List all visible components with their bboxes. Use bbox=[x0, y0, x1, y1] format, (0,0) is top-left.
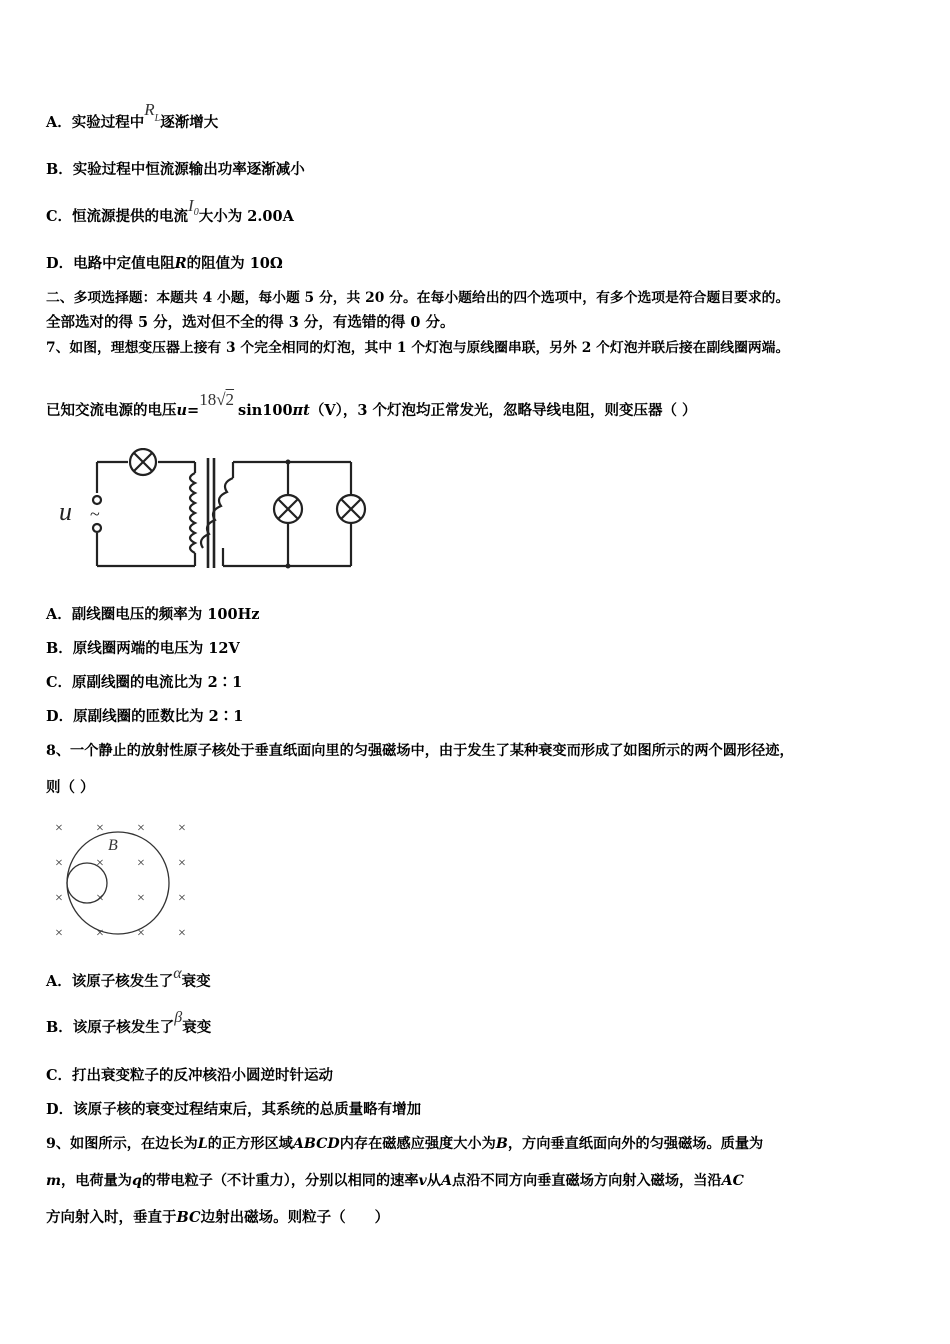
q8-option-a bbox=[46, 965, 211, 992]
field-cross-icon: × bbox=[96, 821, 104, 836]
junction-dot-top-icon bbox=[286, 460, 291, 465]
q7-option-b: B．原线圈两端的电压为 12V bbox=[46, 640, 240, 657]
q9-var-a: A bbox=[441, 1173, 453, 1189]
q6-option-a-subscript: L bbox=[154, 113, 161, 124]
field-cross-icon: × bbox=[55, 926, 63, 940]
q6-option-a bbox=[46, 100, 219, 135]
q7-figure-ac-symbol: ~ bbox=[90, 504, 100, 524]
q6-option-b: B．实验过程中恒流源输出功率逐渐减小 bbox=[46, 161, 305, 178]
q8-option-a-post: 衰变 bbox=[181, 973, 211, 990]
field-cross-icon: × bbox=[137, 821, 145, 836]
q7-option-c: C．原副线圈的电流比为 2∶1 bbox=[46, 674, 243, 691]
q9-text: 点沿不同方向垂直磁场方向射入磁场，当沿 bbox=[452, 1173, 722, 1189]
field-cross-icon: × bbox=[137, 926, 145, 940]
q6-option-d bbox=[46, 254, 283, 274]
q8-option-b-symbol: β bbox=[174, 1009, 183, 1026]
q8-option-c: C．打出衰变粒子的反冲核沿小圆逆时针运动 bbox=[46, 1067, 334, 1084]
q8-option-a-symbol: α bbox=[173, 965, 182, 982]
field-cross-icon: × bbox=[96, 891, 104, 906]
field-cross-icon: × bbox=[96, 856, 104, 871]
q8-option-b bbox=[46, 1009, 212, 1038]
q9-text: 9、如图所示，在边长为 bbox=[46, 1136, 198, 1152]
q8-option-b-post: 衰变 bbox=[182, 1019, 212, 1036]
field-cross-icon: × bbox=[137, 891, 145, 906]
field-cross-icon: × bbox=[178, 856, 186, 871]
junction-dot-bottom-icon bbox=[286, 564, 291, 569]
q6-option-d-symbol: R bbox=[174, 255, 187, 272]
q6-option-a-pre: A．实验过程中 bbox=[46, 114, 145, 131]
field-cross-icon: × bbox=[178, 926, 186, 940]
q7-figure-u-label: u bbox=[59, 497, 72, 526]
q8-option-d: D．该原子核的衰变过程结束后，其系统的总质量略有增加 bbox=[46, 1101, 422, 1118]
q9-text: 从 bbox=[426, 1173, 441, 1189]
q6-option-c-subscript: 0 bbox=[193, 207, 199, 218]
source-terminal-top-icon bbox=[93, 496, 101, 504]
q6-option-a-symbol: R bbox=[144, 100, 155, 119]
q9-text: 边射出磁场。则粒子（ ） bbox=[200, 1209, 390, 1226]
field-cross-icon: × bbox=[137, 856, 145, 871]
q9-text: ，方向垂直纸面向外的匀强磁场。质量为 bbox=[507, 1136, 764, 1152]
q7-stem-post: （V），3 个灯泡均正常发光，忽略导线电阻，则变压器（ ） bbox=[309, 402, 697, 419]
q6-option-a-post: 逐渐增大 bbox=[160, 114, 219, 131]
q7-equals: = bbox=[187, 402, 200, 419]
q9-var-bc: BC bbox=[176, 1209, 201, 1226]
q9-var-v: v bbox=[418, 1173, 427, 1189]
q9-stem-line1 bbox=[46, 1134, 763, 1154]
q6-option-c-post: 大小为 2.00A bbox=[198, 208, 294, 225]
q8-option-a-pre: A．该原子核发生了 bbox=[46, 973, 174, 990]
q9-text: ，电荷量为 bbox=[61, 1173, 132, 1189]
q6-option-d-pre: D．电路中定值电阻 bbox=[46, 255, 175, 272]
q7-amplitude-coefficient: 18 bbox=[199, 390, 217, 409]
q9-text: 的带电粒子（不计重力），分别以相同的速率 bbox=[141, 1173, 419, 1189]
field-cross-icon: × bbox=[96, 926, 104, 940]
q7-sqrt-radicand: 2 bbox=[225, 390, 235, 409]
q7-pi-t: πt bbox=[292, 402, 310, 419]
q8-stem-line2: 则（ ） bbox=[46, 779, 95, 796]
q6-option-c bbox=[46, 196, 294, 229]
q6-option-d-post: 的阻值为 10Ω bbox=[186, 255, 283, 272]
secondary-coil-icon bbox=[201, 478, 233, 548]
q9-text: 方向射入时，垂直于 bbox=[46, 1209, 177, 1226]
q7-sin-term: sin100 bbox=[238, 402, 293, 419]
q7-stem-pre: 已知交流电源的电压 bbox=[46, 402, 177, 419]
q8-option-b-pre: B．该原子核发生了 bbox=[46, 1019, 175, 1036]
q9-var-m: m bbox=[46, 1173, 62, 1189]
large-track-circle-icon bbox=[67, 832, 169, 934]
q9-text: 内存在磁感应强度大小为 bbox=[339, 1136, 496, 1152]
q7-voltage-symbol: u bbox=[176, 402, 188, 419]
small-track-circle-icon bbox=[67, 863, 107, 903]
field-cross-icon: × bbox=[178, 821, 186, 836]
q7-option-d: D．原副线圈的匝数比为 2∶1 bbox=[46, 708, 244, 725]
field-cross-icon: × bbox=[55, 891, 63, 906]
q9-var-b: B bbox=[495, 1136, 508, 1152]
q9-var-abcd: ABCD bbox=[292, 1136, 340, 1152]
section2-instructions-line1: 二、多项选择题：本题共 4 小题，每小题 5 分，共 20 分。在每小题给出的四个选项中，有多个选项是符合题目要求的。 bbox=[46, 290, 790, 306]
section2-instructions-line2: 全部选对的得 5 分，选对但不全的得 3 分，有选错的得 0 分。 bbox=[46, 314, 455, 331]
q7-stem-line1: 7、如图，理想变压器上接有 3 个完全相同的灯泡，其中 1 个灯泡与原线圈串联，另外 2 个灯泡并联后接在副线圈两端。 bbox=[46, 340, 790, 356]
q7-stem-line2 bbox=[46, 390, 697, 421]
field-cross-icon: × bbox=[178, 891, 186, 906]
q7-sqrt-sign: √ bbox=[216, 390, 226, 409]
primary-coil-icon bbox=[190, 473, 195, 553]
field-cross-icon: × bbox=[55, 821, 63, 836]
field-cross-icon: × bbox=[55, 856, 63, 871]
q9-var-l: L bbox=[197, 1136, 208, 1152]
q9-var-q: q bbox=[131, 1173, 142, 1189]
q6-option-c-symbol: I bbox=[188, 196, 194, 215]
q8-magnetic-field-figure bbox=[48, 815, 198, 944]
q6-option-c-pre: C．恒流源提供的电流 bbox=[46, 208, 189, 225]
q9-var-ac: AC bbox=[721, 1173, 744, 1189]
source-terminal-bottom-icon bbox=[93, 524, 101, 532]
q9-text: 的正方形区域 bbox=[207, 1136, 293, 1152]
q7-transformer-circuit-figure bbox=[55, 448, 375, 582]
q7-option-a: A．副线圈电压的频率为 100Hz bbox=[46, 606, 260, 623]
q9-stem-line2 bbox=[46, 1171, 744, 1191]
q8-field-label: B bbox=[108, 837, 118, 854]
q9-stem-line3 bbox=[46, 1208, 389, 1228]
q8-stem-line1: 8、一个静止的放射性原子核处于垂直纸面向里的匀强磁场中，由于发生了某种衰变而形成了如图所示的两个圆形径迹， bbox=[46, 743, 794, 759]
